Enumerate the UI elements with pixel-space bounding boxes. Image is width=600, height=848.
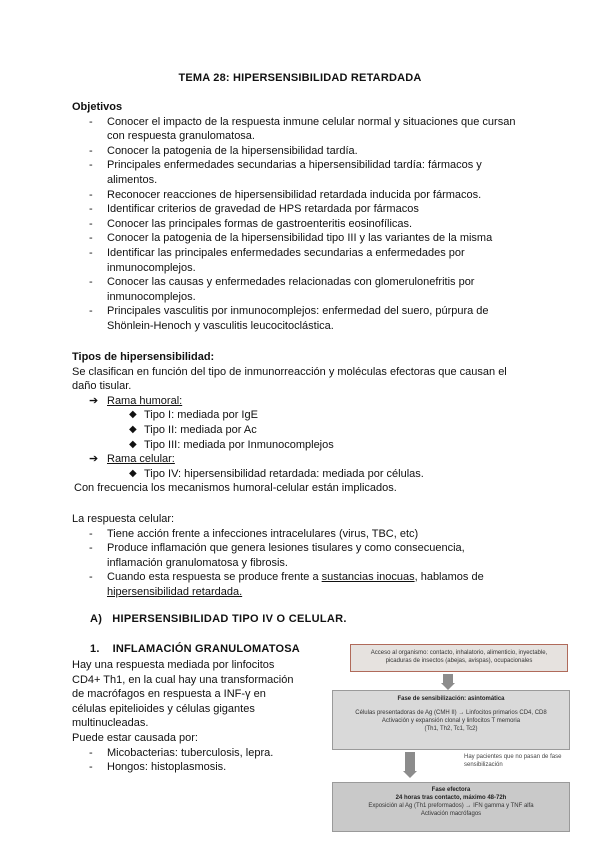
down-arrow-icon [405,752,415,772]
list-item: ◆ Tipo II: mediada por Ac [129,423,257,436]
arrow-right-icon: ➔ [89,453,99,466]
list-item: - Conocer el impacto de la respuesta inmune celular normal y situaciones que cursan con respuesta granulomatosa. [72,115,532,144]
down-arrow-head [441,683,455,690]
tipos-nota: Con frecuencia los mecanismos humoral-celular están implicados. [74,482,397,495]
list-item: - Conocer la patogenia de la hipersensibilidad tipo III y las variantes de la misma [72,231,532,246]
list-item: - Produce inflamación que genera lesiones tisulares y como consecuencia, inflamación granulomatosa y fibrosis. [72,541,542,570]
section-1-heading: 1. INFLAMACIÓN GRANULOMATOSA [90,643,300,655]
paragraph-line: multinucleadas. [72,717,149,730]
sensitization-phase-box: Fase de sensibilización: asintomática Células presentadoras de Ag (CMH II) → Linfocitos primarios CD4, CD8 Activación y expansión clonal y linfocitos T memoria (Th1, Th2, Tc1, Tc2) [332,690,570,750]
diamond-bullet-icon: ◆ [129,467,137,479]
down-arrow-head [403,771,417,778]
list-item: - Identificar las principales enfermedades secundarias a enfermedades por inmunocomplejos. [72,246,532,275]
diamond-bullet-icon: ◆ [129,438,137,450]
list-item: - Hongos: histoplasmosis. [72,760,312,775]
list-item: - Tiene acción frente a infecciones intracelulares (virus, TBC, etc) [72,527,542,542]
side-note: Hay pacientes que no pasan de fase sensibilización [464,754,562,768]
respuesta-intro: La respuesta celular: [72,513,175,525]
section-a-heading: A) HIPERSENSIBILIDAD TIPO IV O CELULAR. [90,613,347,625]
list-item: - Principales enfermedades secundarias a hipersensibilidad tardía: fármacos y alimentos. [72,158,532,187]
respuesta-list [72,527,542,600]
paragraph-line: células epitelioides y células gigantes [72,702,255,715]
page-title: TEMA 28: HIPERSENSIBILIDAD RETARDADA [178,72,422,84]
causas-list [72,746,312,775]
tipos-intro: Se clasifican en función del tipo de inmunorreacción y moléculas efectoras que causan el daño tisular. [72,365,507,393]
rama-celular: ➔ Rama celular: [89,453,175,466]
arrow-right-icon: ➔ [89,394,99,407]
list-item: - Reconocer reacciones de hipersensibilidad retardada inducida por fármacos. [72,188,532,203]
list-item: ◆ Tipo III: mediada por Inmunocomplejos [129,438,334,451]
objetivos-section [72,100,532,334]
tipos-section [72,350,542,496]
respuesta-section [72,512,542,600]
effector-phase-box: Fase efectora 24 horas tras contacto, máximo 48-72h Exposición al Ag (Th1 preformados) → IFN gamma y TNF alfa Activación macrófagos [332,782,570,832]
paragraph-line: Hay una respuesta mediada por linfocitos [72,659,275,671]
access-box: Acceso al organismo: contacto, inhalatorio, alimenticio, inyectable, picaduras de insectos (abejas, avispas), ocupacionales [350,644,568,672]
paragraph-line: Puede estar causada por: [72,731,198,744]
section-1-body [72,658,312,775]
list-item: - Conocer las principales formas de gastroenteritis eosinofílicas. [72,217,532,232]
list-item: - Cuando esta respuesta se produce frente a sustancias inocuas, hablamos de hipersensibilidad retardada. [72,570,542,599]
paragraph-line: CD4+ Th1, en la cual hay una transformación [72,673,294,686]
list-item: - Identificar criterios de gravedad de HPS retardada por fármacos [72,202,532,217]
objetivos-heading: Objetivos [72,101,123,113]
list-item: - Conocer las causas y enfermedades relacionadas con glomerulonefritis por inmunocomplejos. [72,275,532,304]
diamond-bullet-icon: ◆ [129,409,137,421]
objetivos-list [72,115,532,334]
list-item: - Micobacterias: tuberculosis, lepra. [72,746,312,761]
rama-humoral: ➔ Rama humoral: [89,394,183,407]
list-item: ◆ Tipo I: mediada por IgE [129,409,258,422]
list-item: - Conocer la patogenia de la hipersensibilidad tardía. [72,144,532,159]
list-item: ◆ Tipo IV: hipersensibilidad retardada: mediada por células. [129,467,424,480]
tipos-heading: Tipos de hipersensibilidad: [72,351,215,363]
hypersensitivity-phases-diagram [332,638,570,833]
diamond-bullet-icon: ◆ [129,423,137,435]
paragraph-line: de macrófagos en respuesta a INF-γ en [72,688,266,701]
list-item: - Principales vasculitis por inmunocomplejos: enfermedad del suero, púrpura de Shönlein-Henoch y vasculitis leucocitoclástica. [72,304,532,333]
